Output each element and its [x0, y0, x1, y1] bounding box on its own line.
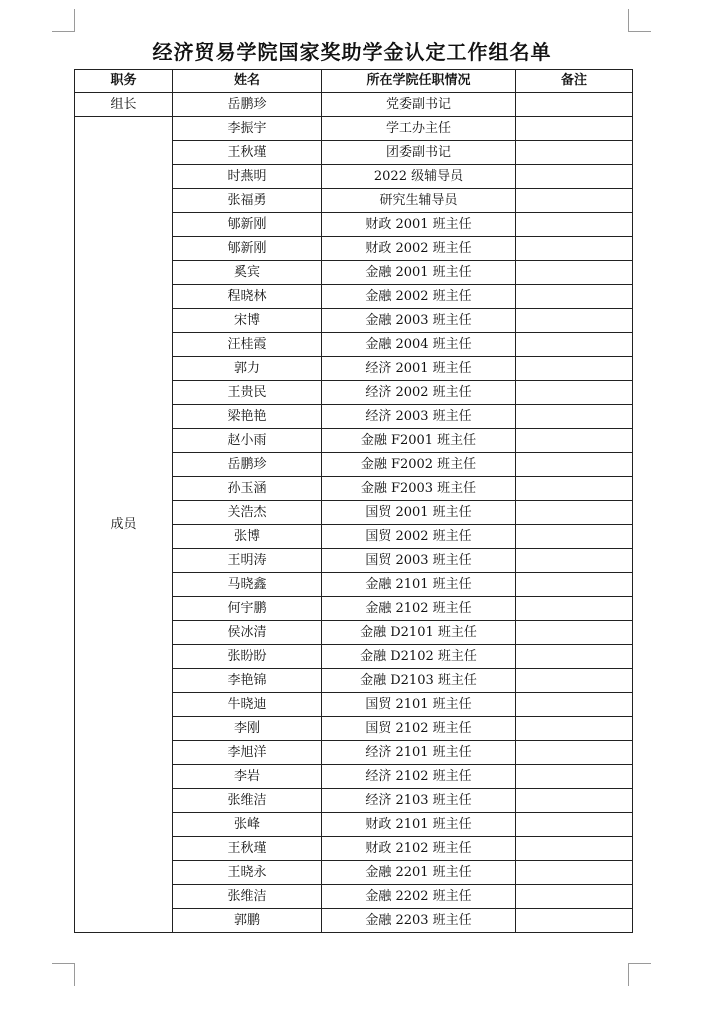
- page-corner-mark: [52, 963, 75, 986]
- member-position: 金融 2203 班主任: [322, 909, 516, 933]
- leader-note: [516, 93, 633, 117]
- member-position: 经济 2001 班主任: [322, 357, 516, 381]
- table-row: [75, 117, 633, 141]
- member-name: 牛晓迪: [173, 693, 322, 717]
- member-position: 金融 2004 班主任: [322, 333, 516, 357]
- member-name: 张盼盼: [173, 645, 322, 669]
- member-note: [516, 189, 633, 213]
- member-name: 时燕明: [173, 165, 322, 189]
- member-position: 国贸 2101 班主任: [322, 693, 516, 717]
- member-note: [516, 165, 633, 189]
- member-position: 金融 F2003 班主任: [322, 477, 516, 501]
- member-name: 郇新刚: [173, 213, 322, 237]
- member-name: 侯冰清: [173, 621, 322, 645]
- member-name: 李振宇: [173, 117, 322, 141]
- member-name: 赵小雨: [173, 429, 322, 453]
- member-position: 经济 2002 班主任: [322, 381, 516, 405]
- member-name: 王贵民: [173, 381, 322, 405]
- member-name: 马晓鑫: [173, 573, 322, 597]
- member-note: [516, 789, 633, 813]
- member-position: 经济 2103 班主任: [322, 789, 516, 813]
- member-note: [516, 285, 633, 309]
- member-note: [516, 837, 633, 861]
- member-position: 金融 2001 班主任: [322, 261, 516, 285]
- member-note: [516, 237, 633, 261]
- leader-row: [75, 93, 633, 117]
- member-note: [516, 861, 633, 885]
- member-position: 国贸 2003 班主任: [322, 549, 516, 573]
- member-name: 梁艳艳: [173, 405, 322, 429]
- page-corner-mark: [628, 9, 651, 32]
- member-note: [516, 333, 633, 357]
- member-name: 王明涛: [173, 549, 322, 573]
- member-note: [516, 765, 633, 789]
- member-name: 李艳锦: [173, 669, 322, 693]
- member-position: 金融 D2101 班主任: [322, 621, 516, 645]
- member-note: [516, 549, 633, 573]
- member-note: [516, 477, 633, 501]
- page-corner-mark: [52, 9, 75, 32]
- member-name: 张福勇: [173, 189, 322, 213]
- member-position: 国贸 2002 班主任: [322, 525, 516, 549]
- member-position: 财政 2102 班主任: [322, 837, 516, 861]
- member-name: 张峰: [173, 813, 322, 837]
- member-name: 郇新刚: [173, 237, 322, 261]
- member-position: 经济 2102 班主任: [322, 765, 516, 789]
- member-position: 国贸 2001 班主任: [322, 501, 516, 525]
- member-name: 张维洁: [173, 885, 322, 909]
- page-corner-mark: [628, 963, 651, 986]
- member-position: 金融 2003 班主任: [322, 309, 516, 333]
- member-position: 经济 2101 班主任: [322, 741, 516, 765]
- member-position: 金融 2202 班主任: [322, 885, 516, 909]
- member-note: [516, 597, 633, 621]
- member-position: 国贸 2102 班主任: [322, 717, 516, 741]
- member-note: [516, 885, 633, 909]
- member-name: 郭力: [173, 357, 322, 381]
- member-note: [516, 717, 633, 741]
- member-position: 团委副书记: [322, 141, 516, 165]
- member-note: [516, 693, 633, 717]
- member-position: 金融 2101 班主任: [322, 573, 516, 597]
- leader-name: 岳鹏珍: [173, 93, 322, 117]
- member-name: 关浩杰: [173, 501, 322, 525]
- member-position: 金融 2201 班主任: [322, 861, 516, 885]
- header-position: 所在学院任职情况: [322, 70, 516, 93]
- member-note: [516, 669, 633, 693]
- member-position: 金融 F2001 班主任: [322, 429, 516, 453]
- member-position: 金融 D2102 班主任: [322, 645, 516, 669]
- member-name: 孙玉涵: [173, 477, 322, 501]
- member-name: 王晓永: [173, 861, 322, 885]
- member-name: 张博: [173, 525, 322, 549]
- member-position: 学工办主任: [322, 117, 516, 141]
- member-position: 2022 级辅导员: [322, 165, 516, 189]
- member-position: 金融 F2002 班主任: [322, 453, 516, 477]
- member-position: 财政 2001 班主任: [322, 213, 516, 237]
- member-note: [516, 429, 633, 453]
- member-name: 郭鹏: [173, 909, 322, 933]
- member-note: [516, 381, 633, 405]
- member-position: 财政 2101 班主任: [322, 813, 516, 837]
- document-title: 经济贸易学院国家奖助学金认定工作组名单: [152, 40, 552, 64]
- member-note: [516, 813, 633, 837]
- member-name: 汪桂霞: [173, 333, 322, 357]
- member-name: 李刚: [173, 717, 322, 741]
- member-note: [516, 357, 633, 381]
- member-name: 李旭洋: [173, 741, 322, 765]
- member-note: [516, 645, 633, 669]
- member-name: 岳鹏珍: [173, 453, 322, 477]
- member-note: [516, 621, 633, 645]
- member-position: 经济 2003 班主任: [322, 405, 516, 429]
- leader-role: 组长: [75, 93, 173, 117]
- member-position: 金融 2102 班主任: [322, 597, 516, 621]
- member-name: 何宇鹏: [173, 597, 322, 621]
- roster-body: [75, 93, 633, 933]
- member-note: [516, 141, 633, 165]
- members-role-cell: 成员: [75, 117, 173, 933]
- table-header-row: [75, 70, 633, 93]
- header-role: 职务: [75, 70, 173, 93]
- member-note: [516, 501, 633, 525]
- header-name: 姓名: [173, 70, 322, 93]
- member-name: 王秋瑾: [173, 837, 322, 861]
- member-position: 金融 D2103 班主任: [322, 669, 516, 693]
- member-name: 王秋瑾: [173, 141, 322, 165]
- member-note: [516, 525, 633, 549]
- roster-table: [74, 69, 633, 933]
- member-name: 李岩: [173, 765, 322, 789]
- leader-position: 党委副书记: [322, 93, 516, 117]
- member-position: 财政 2002 班主任: [322, 237, 516, 261]
- member-name: 宋博: [173, 309, 322, 333]
- member-name: 张维洁: [173, 789, 322, 813]
- member-note: [516, 261, 633, 285]
- member-name: 奚宾: [173, 261, 322, 285]
- member-note: [516, 453, 633, 477]
- member-note: [516, 909, 633, 933]
- member-note: [516, 741, 633, 765]
- member-note: [516, 213, 633, 237]
- member-note: [516, 573, 633, 597]
- member-note: [516, 309, 633, 333]
- header-note: 备注: [516, 70, 633, 93]
- member-position: 研究生辅导员: [322, 189, 516, 213]
- member-note: [516, 117, 633, 141]
- member-position: 金融 2002 班主任: [322, 285, 516, 309]
- member-note: [516, 405, 633, 429]
- member-name: 程晓林: [173, 285, 322, 309]
